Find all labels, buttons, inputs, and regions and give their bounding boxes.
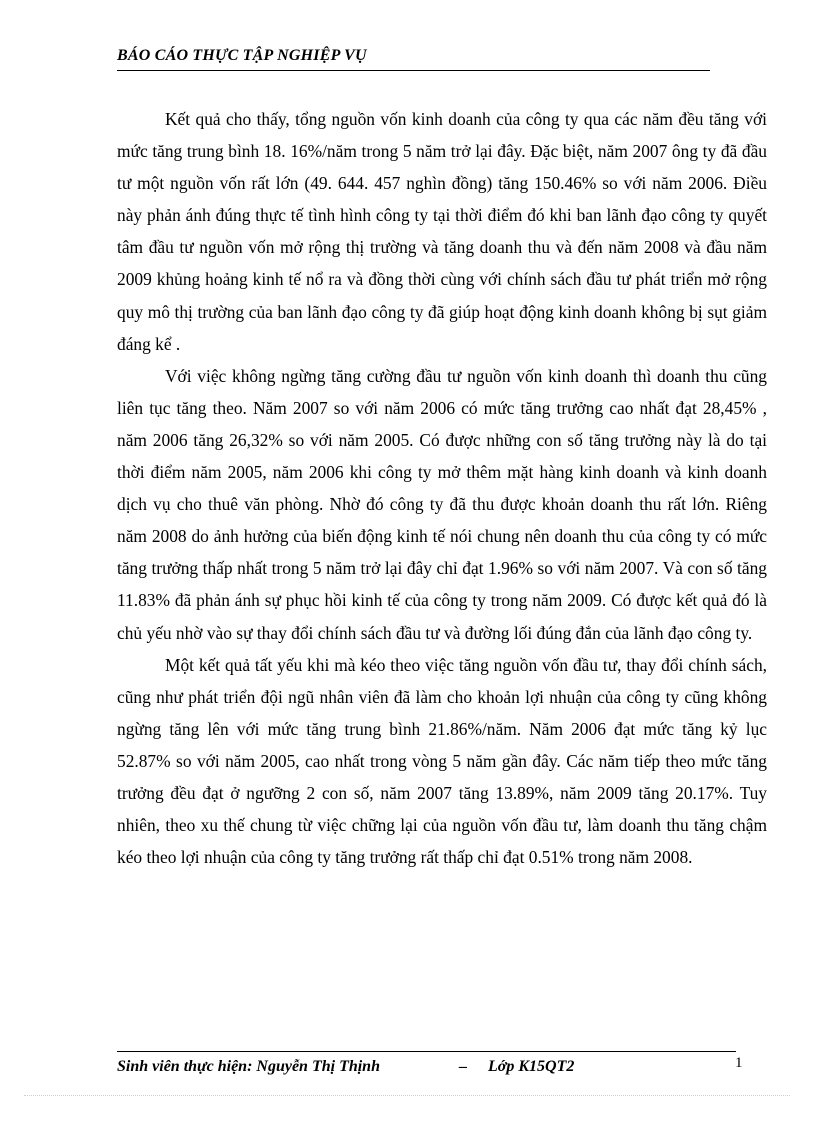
- page-footer: [117, 1058, 757, 1084]
- page-header: [117, 44, 710, 71]
- paragraph-capital: Kết quả cho thấy, tổng nguồn vốn kinh doanh của công ty qua các năm đều tăng với mức tăng trung bình 18. 16%/năm trong 5 năm trở lại đây. Đặc biệt, năm 2007 ông ty đã đầu tư một nguồn vốn rất lớn (49. 644. 457 nghìn đồng) tăng 150.46% so với năm 2006. Điều này phản ánh đúng thực tế tình hình công ty tại thời điểm đó khi ban lãnh đạo công ty quyết tâm đầu tư nguồn vốn mở rộng thị trường và tăng doanh thu và đến năm 2008 và đầu năm 2009 khủng hoảng kinh tế nổ ra và đồng thời cùng với chính sách đầu tư phát triển mở rộng quy mô thị trường của ban lãnh đạo công ty đã giúp hoạt động kinh doanh không bị sụt giảm đáng kể .: [117, 109, 767, 354]
- document-body: [117, 103, 767, 873]
- page-number: 1: [735, 1055, 743, 1071]
- footer-student-name: Sinh viên thực hiện: Nguyễn Thị Thịnh: [117, 1058, 380, 1075]
- footer-class-name: Lớp K15QT2: [488, 1058, 575, 1075]
- paragraph-profit: Một kết quả tất yếu khi mà kéo theo việc tăng nguồn vốn đầu tư, thay đổi chính sách, cũng như phát triển đội ngũ nhân viên đã làm cho khoản lợi nhuận của công ty cũng không ngừng tăng lên với mức tăng trung bình 21.86%/năm. Năm 2006 đạt mức tăng kỷ lục 52.87% so với năm 2005, cao nhất trong vòng 5 năm gần đây. Các năm tiếp theo mức tăng trưởng đều đạt ở ngưỡng 2 con số, năm 2007 tăng 13.89%, năm 2009 tăng 20.17%. Tuy nhiên, theo xu thế chung từ việc chững lại của nguồn vốn đầu tư, làm doanh thu tăng chậm kéo theo lợi nhuận của công ty tăng trưởng rất thấp chỉ đạt 0.51% trong năm 2008.: [117, 654, 767, 868]
- report-title: BÁO CÁO THỰC TẬP NGHIỆP VỤ: [117, 47, 367, 64]
- page-bottom-border: [24, 1095, 790, 1096]
- footer-divider: [117, 1051, 736, 1052]
- paragraph-revenue: Với việc không ngừng tăng cường đầu tư nguồn vốn kinh doanh thì doanh thu cũng liên tục tăng theo. Năm 2007 so với năm 2006 có mức tăng trưởng cao nhất đạt 28,45% , năm 2006 tăng 26,32% so với năm 2005. Có được những con số tăng trưởng này là do tại thời điểm năm 2005, năm 2006 khi công ty mở thêm mặt hàng kinh doanh và kinh doanh dịch vụ cho thuê văn phòng. Nhờ đó công ty đã thu được khoản doanh thu rất lớn. Riêng năm 2008 do ảnh hưởng của biến động kinh tế nói chung nên doanh thu của công ty có mức tăng trưởng thấp nhất trong 5 năm trở lại đây chỉ đạt 1.96% so với năm 2007. Và con số tăng 11.83% đã phản ánh sự phục hồi kinh tế của công ty trong năm 2009. Có được kết quả đó là chủ yếu nhờ vào sự thay đổi chính sách đầu tư và đường lối đúng đắn của lãnh đạo công ty.: [117, 365, 767, 643]
- footer-separator: –: [459, 1058, 467, 1075]
